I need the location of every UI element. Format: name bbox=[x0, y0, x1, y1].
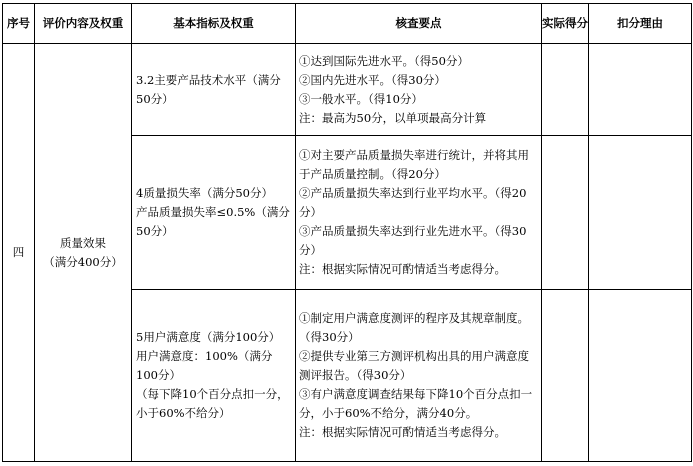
point-line: ①制定用户满意度测评的程序及其规章制度。（得30分） bbox=[299, 311, 529, 344]
point-line: 注：最高为50分，以单项最高分计算 bbox=[299, 110, 487, 125]
point-line: ②提供专业第三方测评机构出具的用户满意度测评报告。（得30分） bbox=[299, 349, 529, 382]
header-seq: 序号 bbox=[3, 4, 35, 44]
group-title: 质量效果 bbox=[60, 235, 106, 250]
group-category bbox=[35, 44, 132, 462]
indicator-line: 3.2主要产品技术水平（满分50分） bbox=[136, 72, 281, 106]
actual-score-cell[interactable] bbox=[542, 44, 589, 136]
point-line: 注：根据实际情况可酌情适当考虑得分。 bbox=[299, 262, 506, 276]
header-actual: 实际得分 bbox=[542, 4, 589, 44]
points-cell bbox=[296, 44, 542, 136]
point-line: ①达到国际先进水平。（得50分） bbox=[299, 53, 469, 68]
group-seq: 四 bbox=[3, 44, 35, 462]
actual-score-cell[interactable] bbox=[542, 136, 589, 290]
indicator-cell bbox=[132, 290, 296, 462]
header-points: 核查要点 bbox=[296, 4, 542, 44]
point-line: ②产品质量损失率达到行业平均水平。（得20分） bbox=[299, 186, 527, 219]
indicator-line: 产品质量损失率≤0.5%（满分50分） bbox=[136, 205, 290, 238]
header-content: 评价内容及权重 bbox=[35, 4, 132, 44]
points-cell bbox=[296, 290, 542, 462]
indicator-cell bbox=[132, 44, 296, 136]
indicator-line: 4质量损失率（满分50分） bbox=[136, 186, 273, 200]
indicator-line: 5用户满意度（满分100分） bbox=[136, 330, 281, 344]
indicator-line: （每下降10个百分点扣一分，小于60%不给分） bbox=[136, 387, 289, 420]
point-line: ③一般水平。（得10分） bbox=[299, 91, 423, 106]
point-line: ②国内先进水平。（得30分） bbox=[299, 72, 446, 87]
deduction-reason-cell[interactable] bbox=[589, 136, 692, 290]
table-row bbox=[3, 44, 692, 136]
point-line: ①对主要产品质量损失率进行统计，并将其用于产品质量控制。（得20分） bbox=[299, 148, 529, 181]
indicator-cell bbox=[132, 136, 296, 290]
points-cell bbox=[296, 136, 542, 290]
group-weight: （满分400分） bbox=[43, 254, 123, 269]
deduction-reason-cell[interactable] bbox=[589, 290, 692, 462]
header-row bbox=[3, 4, 692, 44]
indicator-line: 用户满意度：100%（满分100分） bbox=[136, 349, 273, 382]
point-line: ③产品质量损失率达到行业先进水平。（得30分） bbox=[299, 224, 527, 257]
point-line: 注：根据实际情况可酌情适当考虑得分。 bbox=[299, 425, 506, 439]
actual-score-cell[interactable] bbox=[542, 290, 589, 462]
point-line: ③有户满意度调查结果每下降10个百分点扣一分，小于60%不给分，满分40分。 bbox=[299, 387, 533, 420]
header-indicator: 基本指标及权重 bbox=[132, 4, 296, 44]
evaluation-table bbox=[2, 3, 692, 462]
deduction-reason-cell[interactable] bbox=[589, 44, 692, 136]
header-reason: 扣分理由 bbox=[589, 4, 692, 44]
